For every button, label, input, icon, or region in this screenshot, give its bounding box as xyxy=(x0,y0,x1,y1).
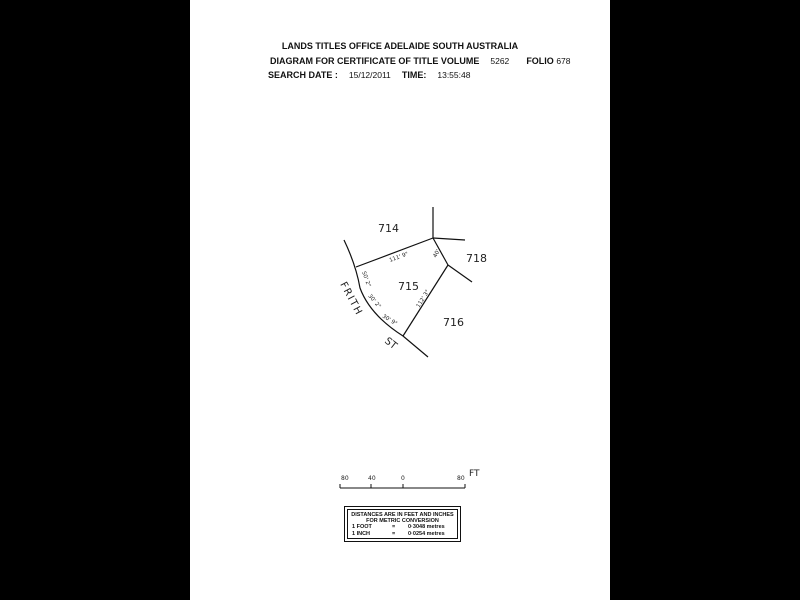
folio-label: FOLIO xyxy=(526,56,554,66)
note-line-2: FOR METRIC CONVERSION xyxy=(366,518,439,524)
office-title: LANDS TITLES OFFICE ADELAIDE SOUTH AUSTRALIA xyxy=(281,41,519,51)
note-inch-label: 1 INCH xyxy=(352,531,371,537)
dimension-right-long: 112' 3" xyxy=(415,289,432,310)
lot-715-label: 715 xyxy=(398,280,419,293)
folio-number: 678 xyxy=(556,56,571,66)
dimension-front-2: 30' 2" xyxy=(366,293,382,310)
dimension-front-3: 30' 9" xyxy=(380,313,398,328)
extension-east xyxy=(433,238,465,240)
dimension-front-1: 50' 2" xyxy=(360,270,372,288)
scale-bar xyxy=(340,484,465,488)
note-inch-equals: = xyxy=(392,531,396,537)
scale-label-40: 40 xyxy=(368,475,376,482)
note-line-1: DISTANCES ARE IN FEET AND INCHES xyxy=(351,512,454,518)
lot-714-label: 714 xyxy=(378,222,399,235)
dimension-top: 111' 9" xyxy=(388,251,410,264)
time-label: TIME: xyxy=(401,70,427,80)
time-value: 13:55:48 xyxy=(437,70,471,80)
volume-number: 5262 xyxy=(490,56,510,66)
scale-label-0: 0 xyxy=(401,475,405,482)
lot-716-label: 716 xyxy=(443,316,464,329)
boundary-top xyxy=(356,238,433,267)
note-foot-equals: = xyxy=(392,524,396,530)
extension-southeast xyxy=(448,265,472,282)
scale-label-80-left: 80 xyxy=(341,475,349,482)
note-foot-label: 1 FOOT xyxy=(352,524,372,530)
scale-label-80-right: 80 xyxy=(457,475,465,482)
note-row-foot xyxy=(348,524,457,531)
diagram-title: DIAGRAM FOR CERTIFICATE OF TITLE VOLUME xyxy=(270,56,480,66)
note-foot-value: 0·3048 metres xyxy=(408,524,445,530)
certificate-page xyxy=(190,0,610,600)
dimension-right-short: 40' xyxy=(432,248,442,259)
note-inner-frame xyxy=(347,509,458,539)
note-row-inch xyxy=(348,531,457,538)
street-name-label: FRITH xyxy=(337,280,365,318)
metric-conversion-note xyxy=(344,506,461,542)
search-date-value: 15/12/2011 xyxy=(348,70,391,80)
scale-unit-label: FT xyxy=(469,469,480,479)
lot-718-label: 718 xyxy=(466,252,487,265)
street-type-label: ST xyxy=(382,335,399,353)
note-inch-value: 0·0254 metres xyxy=(408,531,445,537)
search-date-label: SEARCH DATE : xyxy=(268,70,338,80)
